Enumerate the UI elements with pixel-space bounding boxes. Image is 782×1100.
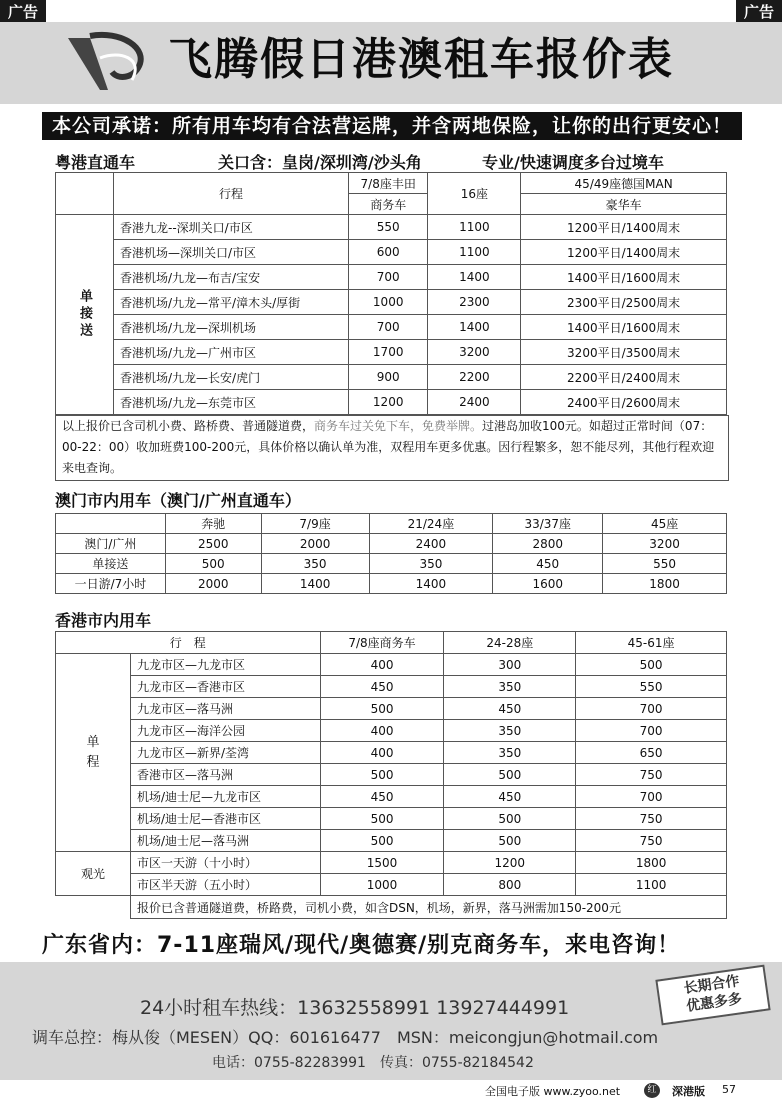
table-row (56, 786, 727, 808)
price-cell: 2300 (428, 290, 521, 315)
page-footer (0, 1082, 782, 1100)
route-cell: 香港九龙--深圳关口/市区 (114, 215, 349, 240)
table-row (56, 574, 727, 594)
phone-fax-text: 电话：0755-82283991 传真：0755-82184542 (212, 1055, 534, 1071)
price-cell: 2400 (369, 534, 493, 554)
route-cell: 香港机场—深圳关口/市区 (114, 240, 349, 265)
header-cell: 24-28座 (444, 632, 576, 654)
header-cell: 7/8座商务车 (320, 632, 444, 654)
price-cell: 450 (444, 786, 576, 808)
price-cell: 1200 (348, 390, 427, 415)
table-row (56, 315, 727, 340)
table-header-row (56, 514, 727, 534)
cross-border-price-table (55, 172, 727, 415)
route-cell: 香港机场/九龙—布吉/宝安 (114, 265, 349, 290)
table-row (56, 830, 727, 852)
header-cell (56, 514, 166, 534)
price-cell: 500 (444, 764, 576, 786)
price-cell: 2200平日/2400周末 (521, 365, 727, 390)
stamp-line2: 优惠多多 (685, 991, 743, 1015)
price-cell: 1200 (444, 852, 576, 874)
price-cell: 750 (576, 830, 727, 852)
price-cell: 450 (320, 786, 444, 808)
price-cell: 500 (576, 654, 727, 676)
route-cell: 香港机场/九龙—深圳机场 (114, 315, 349, 340)
route-cell: 澳门/广州 (56, 534, 166, 554)
price-cell: 1400 (428, 315, 521, 340)
blank-cell (56, 896, 131, 919)
price-cell: 550 (603, 554, 727, 574)
price-cell: 500 (165, 554, 261, 574)
price-cell: 2500 (165, 534, 261, 554)
price-cell: 350 (444, 676, 576, 698)
price-cell: 300 (444, 654, 576, 676)
price-cell: 1100 (428, 240, 521, 265)
edition-badge-icon: 红 (644, 1083, 660, 1098)
hotline-text: 24小时租车热线：13632558991 13927444991 (140, 997, 570, 1019)
group-label-oneway: 单程 (56, 654, 131, 852)
table-row (56, 742, 727, 764)
header-route: 行程 (114, 173, 349, 215)
price-cell: 1400 (261, 574, 369, 594)
table-row (56, 896, 727, 919)
price-cell: 2000 (165, 574, 261, 594)
price-cell: 700 (348, 265, 427, 290)
route-cell: 机场/迪士尼—落马洲 (130, 830, 320, 852)
header-cell: 33/37座 (493, 514, 603, 534)
note-part-a: 以上报价已含司机小费、路桥费、普通隧道费， (62, 419, 315, 433)
price-cell: 2000 (261, 534, 369, 554)
price-cell: 450 (444, 698, 576, 720)
route-cell: 机场/迪士尼—香港市区 (130, 808, 320, 830)
price-cell: 400 (320, 742, 444, 764)
price-cell: 1800 (603, 574, 727, 594)
price-cell: 1400平日/1600周末 (521, 265, 727, 290)
price-cell: 1100 (576, 874, 727, 896)
price-cell: 800 (444, 874, 576, 896)
price-cell: 500 (320, 764, 444, 786)
table-row (56, 808, 727, 830)
blank-header-cell (56, 173, 114, 215)
header-col2: 16座 (428, 173, 521, 215)
table-row (56, 215, 727, 240)
price-cell: 350 (444, 720, 576, 742)
company-promise-banner: 本公司承诺：所有用车均有合法营运牌，并含两地保险，让你的出行更安心！ (42, 112, 742, 140)
company-logo-icon (60, 28, 160, 100)
route-cell: 九龙市区—香港市区 (130, 676, 320, 698)
route-cell: 单接送 (56, 554, 166, 574)
section1-note (55, 415, 729, 481)
table-header-row (56, 632, 727, 654)
price-cell: 650 (576, 742, 727, 764)
price-cell: 1800 (576, 852, 727, 874)
route-cell: 市区半天游（五小时） (130, 874, 320, 896)
price-cell: 350 (444, 742, 576, 764)
price-cell: 2300平日/2500周末 (521, 290, 727, 315)
header-cell: 21/24座 (369, 514, 493, 534)
table-header-row (56, 173, 727, 194)
price-cell: 500 (320, 808, 444, 830)
route-cell: 九龙市区—九龙市区 (130, 654, 320, 676)
table-row (56, 654, 727, 676)
price-cell: 450 (493, 554, 603, 574)
section1-ports: 关口含：皇岗/深圳湾/沙头角 (218, 153, 422, 172)
price-cell: 1400 (428, 265, 521, 290)
price-cell: 3200 (603, 534, 727, 554)
route-cell: 九龙市区—海洋公园 (130, 720, 320, 742)
price-cell: 750 (576, 808, 727, 830)
price-cell: 600 (348, 240, 427, 265)
page-title: 飞腾假日港澳租车报价表 (168, 34, 674, 85)
header-col1b: 商务车 (348, 194, 427, 215)
price-cell: 350 (261, 554, 369, 574)
route-cell: 香港市区—落马洲 (130, 764, 320, 786)
route-cell: 香港机场/九龙—常平/漳木头/厚街 (114, 290, 349, 315)
section2-title: 澳门市内用车（澳门/广州直通车） (55, 491, 301, 510)
price-cell: 1000 (320, 874, 444, 896)
section3-title: 香港市内用车 (55, 611, 152, 630)
header-col1: 7/8座丰田 (348, 173, 427, 194)
route-cell: 香港机场/九龙—东莞市区 (114, 390, 349, 415)
group-label-single: 单接送 (56, 215, 114, 415)
section1-slogan: 专业/快速调度多台过境车 (482, 153, 664, 172)
ad-tag-left: 广告 (0, 0, 46, 24)
route-cell: 香港机场/九龙—长安/虎门 (114, 365, 349, 390)
table-row (56, 290, 727, 315)
price-cell: 400 (320, 720, 444, 742)
price-cell: 1400 (369, 574, 493, 594)
price-cell: 500 (320, 698, 444, 720)
header-cell: 45-61座 (576, 632, 727, 654)
price-cell: 450 (320, 676, 444, 698)
page-number: 57 (722, 1083, 736, 1096)
route-cell: 一日游/7小时 (56, 574, 166, 594)
price-cell: 1100 (428, 215, 521, 240)
table-row (56, 340, 727, 365)
price-cell: 400 (320, 654, 444, 676)
table-row (56, 720, 727, 742)
price-cell: 2400 (428, 390, 521, 415)
table-row (56, 852, 727, 874)
table-row (56, 676, 727, 698)
header-band (0, 22, 782, 104)
table-row (56, 365, 727, 390)
table-row (56, 874, 727, 896)
price-cell: 500 (320, 830, 444, 852)
header-col3: 45/49座德国MAN (521, 173, 727, 194)
price-cell: 1600 (493, 574, 603, 594)
price-cell: 500 (444, 808, 576, 830)
note-part-b: 商务车过关免下车，免费举牌。 (314, 419, 483, 433)
route-cell: 市区一天游（十小时） (130, 852, 320, 874)
table-row (56, 265, 727, 290)
hongkong-price-table (55, 631, 727, 919)
price-cell: 1000 (348, 290, 427, 315)
header-cell: 行 程 (56, 632, 321, 654)
header-cell: 奔驰 (165, 514, 261, 534)
price-cell: 550 (348, 215, 427, 240)
route-cell: 机场/迪士尼—九龙市区 (130, 786, 320, 808)
price-cell: 900 (348, 365, 427, 390)
price-cell: 2800 (493, 534, 603, 554)
price-cell: 700 (576, 698, 727, 720)
price-cell: 3200平日/3500周末 (521, 340, 727, 365)
section3-note: 报价已含普通隧道费，桥路费，司机小费，如含DSN，机场，新界，落马洲需加150-200元 (130, 896, 726, 919)
table-row (56, 698, 727, 720)
price-cell: 2200 (428, 365, 521, 390)
price-cell: 2400平日/2600周末 (521, 390, 727, 415)
ad-tag-right: 广告 (736, 0, 782, 24)
table-row (56, 240, 727, 265)
table-row (56, 534, 727, 554)
price-cell: 550 (576, 676, 727, 698)
stamp-line1: 长期合作 (682, 973, 741, 997)
route-cell: 九龙市区—落马洲 (130, 698, 320, 720)
edition-name: 深港版 (672, 1085, 705, 1098)
header-cell: 45座 (603, 514, 727, 534)
price-cell: 1700 (348, 340, 427, 365)
header-cell: 7/9座 (261, 514, 369, 534)
price-cell: 1200平日/1400周末 (521, 215, 727, 240)
price-cell: 1500 (320, 852, 444, 874)
site-url: 全国电子版 www.zyoo.net (485, 1085, 621, 1098)
dispatcher-text: 调车总控：梅从俊（MESEN）QQ：601616477 MSN：meicongjun@hotmail.com (32, 1028, 659, 1047)
table-row (56, 554, 727, 574)
route-cell: 九龙市区—新界/荃湾 (130, 742, 320, 764)
price-cell: 700 (348, 315, 427, 340)
price-cell: 1200平日/1400周末 (521, 240, 727, 265)
guangdong-notice: 广东省内：7-11座瑞风/现代/奥德赛/别克商务车，来电咨询！ (42, 933, 681, 958)
header-col3b: 豪华车 (521, 194, 727, 215)
price-cell: 1400平日/1600周末 (521, 315, 727, 340)
group-label-sightseeing: 观光 (56, 852, 131, 896)
price-cell: 500 (444, 830, 576, 852)
price-cell: 3200 (428, 340, 521, 365)
note-part-c: 过港岛加收100元。如超过正常时间（07：00-22：00）收加班费100-200元，具体价格以确认单为准，双程用车更多优惠。因行程繁多，恕不能尽列，其他行程欢迎来电查询。 (62, 419, 715, 475)
route-cell: 香港机场/九龙—广州市区 (114, 340, 349, 365)
price-cell: 700 (576, 720, 727, 742)
price-panel (42, 142, 742, 962)
price-cell: 350 (369, 554, 493, 574)
section1-title: 粤港直通车 (55, 153, 136, 172)
price-cell: 700 (576, 786, 727, 808)
table-row (56, 764, 727, 786)
price-cell: 750 (576, 764, 727, 786)
table-row (56, 390, 727, 415)
macau-price-table (55, 513, 727, 594)
